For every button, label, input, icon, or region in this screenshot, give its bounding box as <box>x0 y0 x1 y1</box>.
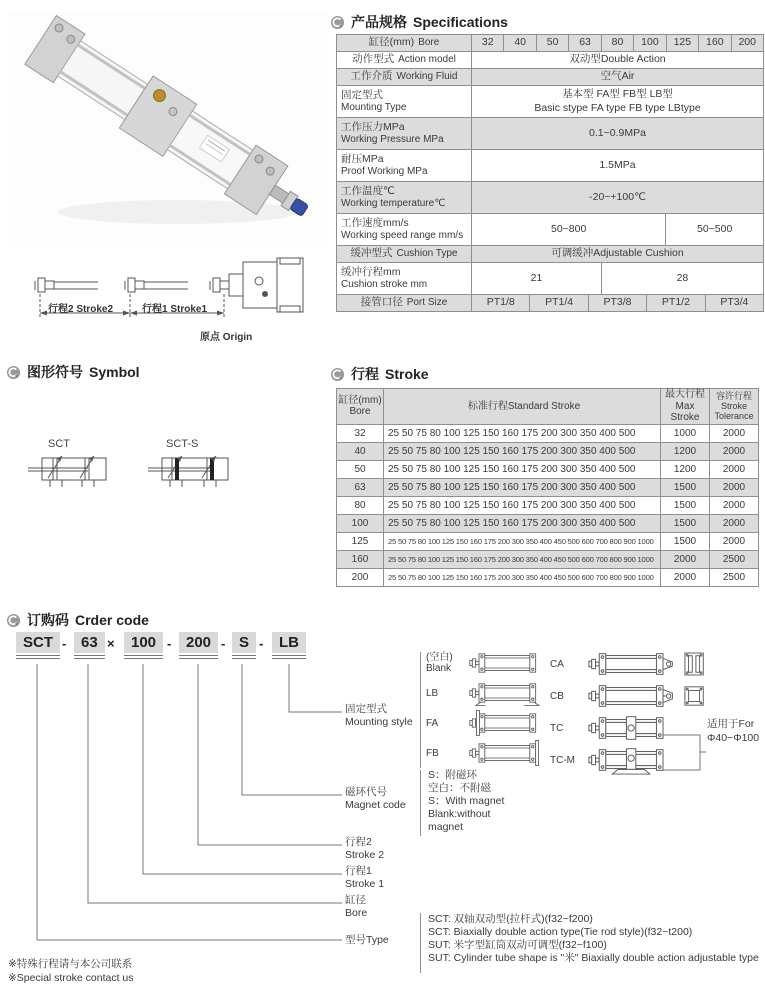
stroke1-dimension-label: 行程1 Stroke1 <box>142 304 208 315</box>
table-row <box>337 460 758 478</box>
table-row: 工作压力MPa Working Pressure MPa 0.1~0.9MPa <box>337 117 763 149</box>
order-code-title <box>6 610 149 630</box>
table-row <box>337 442 758 460</box>
bore-cell: 63 <box>337 479 384 496</box>
special-stroke-footnote: ※特殊行程请与本公司联系 ※Special stroke contact us <box>8 958 134 984</box>
standard-stroke-cell: 25 50 75 80 100 125 150 160 175 200 300 350 400 500 <box>384 497 661 514</box>
standard-stroke-cell: 25 50 75 80 100 125 150 160 175 200 300 350 400 500 <box>384 425 661 442</box>
code-part-bore: 63 <box>74 632 105 659</box>
section-icon <box>330 367 345 382</box>
table-row: 缓冲行程mm Cushion stroke mm 21 28 <box>337 262 763 294</box>
bore-cell: 32 <box>337 425 384 442</box>
table-header-row: 缸径(mm) Bore 标准行程Standard Stroke 最大行程 Max Stroke 容许行程 Stroke Tolerance <box>337 389 758 425</box>
table-row: 动作型式 Action model 双动型Double Action <box>337 51 763 68</box>
specifications-title-zh: 产品规格 <box>351 14 407 30</box>
cylinder-mounting-icon <box>587 681 679 711</box>
standard-stroke-cell: 25 50 75 80 100 125 150 160 175 200 300 350 400 500 <box>384 479 661 496</box>
table-row: 缸径(mm) Bore 32 40 50 63 80 100 125 160 200 <box>337 35 763 51</box>
code-part-stroke2: 200 <box>179 632 218 659</box>
symbol-title <box>6 362 140 382</box>
stroke-tolerance-cell: 2500 <box>722 571 746 583</box>
cylinder-mounting-icon <box>469 649 549 677</box>
order-code-title-zh: 订购码 <box>27 612 69 628</box>
max-stroke-cell: 1500 <box>661 533 710 550</box>
max-stroke-cell: 2000 <box>661 551 710 568</box>
mounting-option-label: CA <box>550 658 564 670</box>
stroke-tolerance-cell: 2000 <box>722 445 746 457</box>
mounting-option-row <box>550 648 706 680</box>
bore-cell: 80 <box>337 497 384 514</box>
table-row: 耐压MPa Proof Working MPa 1.5MPa <box>337 149 763 181</box>
standard-stroke-cell: 25 50 75 80 100 125 150 160 175 200 300 350 400 500 <box>384 461 661 478</box>
max-stroke-cell: 1500 <box>661 515 710 532</box>
type-legend: SCT: 双轴双动型(拉杆式)(f32~f200) SCT: Biaxially double action type(Tie rod style)(f32~t200) SUT: 米字型缸筒双动可调型(f32~f100) SUT: Cylinder tube shape is "米" Biaxially double action adjustable type <box>428 913 759 965</box>
max-stroke-cell: 1000 <box>661 425 710 442</box>
table-row <box>337 550 758 568</box>
mounting-option-row <box>550 712 706 744</box>
table-row <box>337 478 758 496</box>
mounting-options-right <box>550 648 706 776</box>
specifications-title-en: Specifications <box>413 14 508 30</box>
stroke-tolerance-cell: 2000 <box>722 499 746 511</box>
mounting-bracket-icon <box>684 684 706 708</box>
table-row <box>337 532 758 550</box>
specifications-table <box>336 34 764 312</box>
standard-stroke-cell: 25 50 75 80 100 125 150 160 175 200 300 350 400 450 500 600 700 800 900 1000 <box>384 551 661 568</box>
max-stroke-cell: 1200 <box>661 461 710 478</box>
cylinder-mounting-icon <box>587 713 679 743</box>
cylinder-mounting-icon <box>469 679 549 707</box>
section-icon <box>6 613 21 628</box>
cylinder-mounting-icon <box>469 739 549 767</box>
callout-mounting-style: 固定型式 Mounting style <box>345 703 413 729</box>
legend-divider <box>420 770 421 836</box>
mounting-option-row <box>426 678 549 708</box>
cylinder-mounting-icon <box>587 649 679 679</box>
code-separator: × <box>107 636 115 651</box>
pneumatic-symbol-sct <box>28 450 122 494</box>
code-separator: - <box>62 636 67 651</box>
cylinder-mounting-icon <box>587 745 679 775</box>
stroke-tolerance-cell: 2000 <box>722 535 746 547</box>
symbol-title-zh: 图形符号 <box>27 364 83 380</box>
stroke-tolerance-cell: 2500 <box>722 553 746 565</box>
max-stroke-cell: 1500 <box>661 479 710 496</box>
code-part-mounting: LB <box>272 632 306 659</box>
symbol-label-sct: SCT <box>48 438 70 450</box>
standard-stroke-cell: 25 50 75 80 100 125 150 160 175 200 300 350 400 450 500 600 700 800 900 1000 <box>384 533 661 550</box>
mounting-option-row <box>550 744 706 776</box>
magnet-code-legend: S：附磁环 空白：不附磁 S：With magnet Blank:without magnet <box>428 769 505 834</box>
max-stroke-cell: 2000 <box>661 569 710 586</box>
bore-cell: 200 <box>337 569 384 586</box>
table-row <box>337 496 758 514</box>
mounting-option-row <box>426 708 549 738</box>
table-row: 工作速度mm/s Working speed range mm/s 50~800 50~500 <box>337 213 763 245</box>
bore-cell: 160 <box>337 551 384 568</box>
mounting-option-label: FB <box>426 747 439 759</box>
origin-label: 原点 Origin <box>200 332 253 343</box>
symbol-title-en: Symbol <box>89 364 140 380</box>
callout-stroke1: 行程1 Stroke 1 <box>345 865 385 891</box>
standard-stroke-cell: 25 50 75 80 100 125 150 160 175 200 300 350 400 450 500 600 700 800 900 1000 <box>384 569 661 586</box>
specifications-title <box>330 12 508 32</box>
callout-bore: 缸径 Bore <box>345 894 368 920</box>
table-row: 工作介质 Working Fluid 空气Air <box>337 68 763 85</box>
mounting-option-label: (空白) <box>426 652 453 663</box>
standard-stroke-cell: 25 50 75 80 100 125 150 160 175 200 300 350 400 500 <box>384 515 661 532</box>
standard-stroke-cell: 25 50 75 80 100 125 150 160 175 200 300 350 400 500 <box>384 443 661 460</box>
code-part-model: SCT <box>16 632 60 659</box>
mounting-option-row <box>426 738 549 768</box>
section-icon <box>330 15 345 30</box>
stroke-position-diagram <box>18 250 313 345</box>
mounting-option-label: TC-M <box>550 754 575 766</box>
stroke-table <box>336 388 759 587</box>
mounting-option-label: CB <box>550 690 564 702</box>
bore-cell: 100 <box>337 515 384 532</box>
symbol-label-sct-s: SCT-S <box>166 438 199 450</box>
code-separator: - <box>259 636 264 651</box>
stroke-tolerance-cell: 2000 <box>722 517 746 529</box>
mounting-note: 适用于For Φ40~Φ100 <box>707 718 760 744</box>
stroke-title-en: Stroke <box>385 366 429 382</box>
legend-divider <box>420 652 421 768</box>
max-stroke-cell: 1200 <box>661 443 710 460</box>
stroke-title <box>330 364 429 384</box>
mounting-option-row <box>550 680 706 712</box>
pneumatic-symbol-sct-s <box>148 450 248 494</box>
stroke-tolerance-cell: 2000 <box>722 463 746 475</box>
stroke-title-zh: 行程 <box>351 366 379 382</box>
max-stroke-cell: 1500 <box>661 497 710 514</box>
product-photo <box>8 12 328 247</box>
bore-cell: 125 <box>337 533 384 550</box>
order-code-title-en: Crder code <box>75 612 149 628</box>
code-separator: - <box>221 636 226 651</box>
mounting-options-left <box>426 648 549 768</box>
table-row <box>337 568 758 586</box>
table-row <box>337 514 758 532</box>
bore-cell: 50 <box>337 461 384 478</box>
table-row: 接管口径 Port Size PT1/8 PT1/4 PT3/8 PT1/2 PT3/4 <box>337 294 763 311</box>
bore-cell: 40 <box>337 443 384 460</box>
callout-stroke2: 行程2 Stroke 2 <box>345 836 385 862</box>
table-row: 固定型式 Mounting Type 基本型 FA型 FB型 LB型 Basic stype FA type FB type LBtype <box>337 85 763 117</box>
mounting-option-row <box>426 648 549 678</box>
callout-magnet-code: 磁环代号 Magnet code <box>345 786 406 812</box>
code-separator: - <box>167 636 172 651</box>
stroke-tolerance-cell: 2000 <box>722 481 746 493</box>
mounting-option-label: FA <box>426 717 439 729</box>
section-icon <box>6 365 21 380</box>
table-row: 工作温度℃ Working temperature℃ -20~+100℃ <box>337 181 763 213</box>
table-row: 缓冲型式 Cushion Type 可调缓冲Adjustable Cushion <box>337 245 763 262</box>
stroke-tolerance-cell: 2000 <box>722 427 746 439</box>
callout-type: 型号Type <box>345 934 389 946</box>
mounting-option-label: LB <box>426 687 439 699</box>
legend-divider <box>420 913 421 973</box>
mounting-option-label2: Blank <box>426 663 452 674</box>
cylinder-mounting-icon <box>469 709 549 737</box>
stroke2-dimension-label: 行程2 Stroke2 <box>48 304 114 315</box>
mounting-option-label: TC <box>550 722 564 734</box>
mounting-bracket-icon <box>684 652 706 676</box>
table-row <box>337 425 758 442</box>
code-part-magnet: S <box>232 632 256 659</box>
code-part-stroke1: 100 <box>124 632 163 659</box>
